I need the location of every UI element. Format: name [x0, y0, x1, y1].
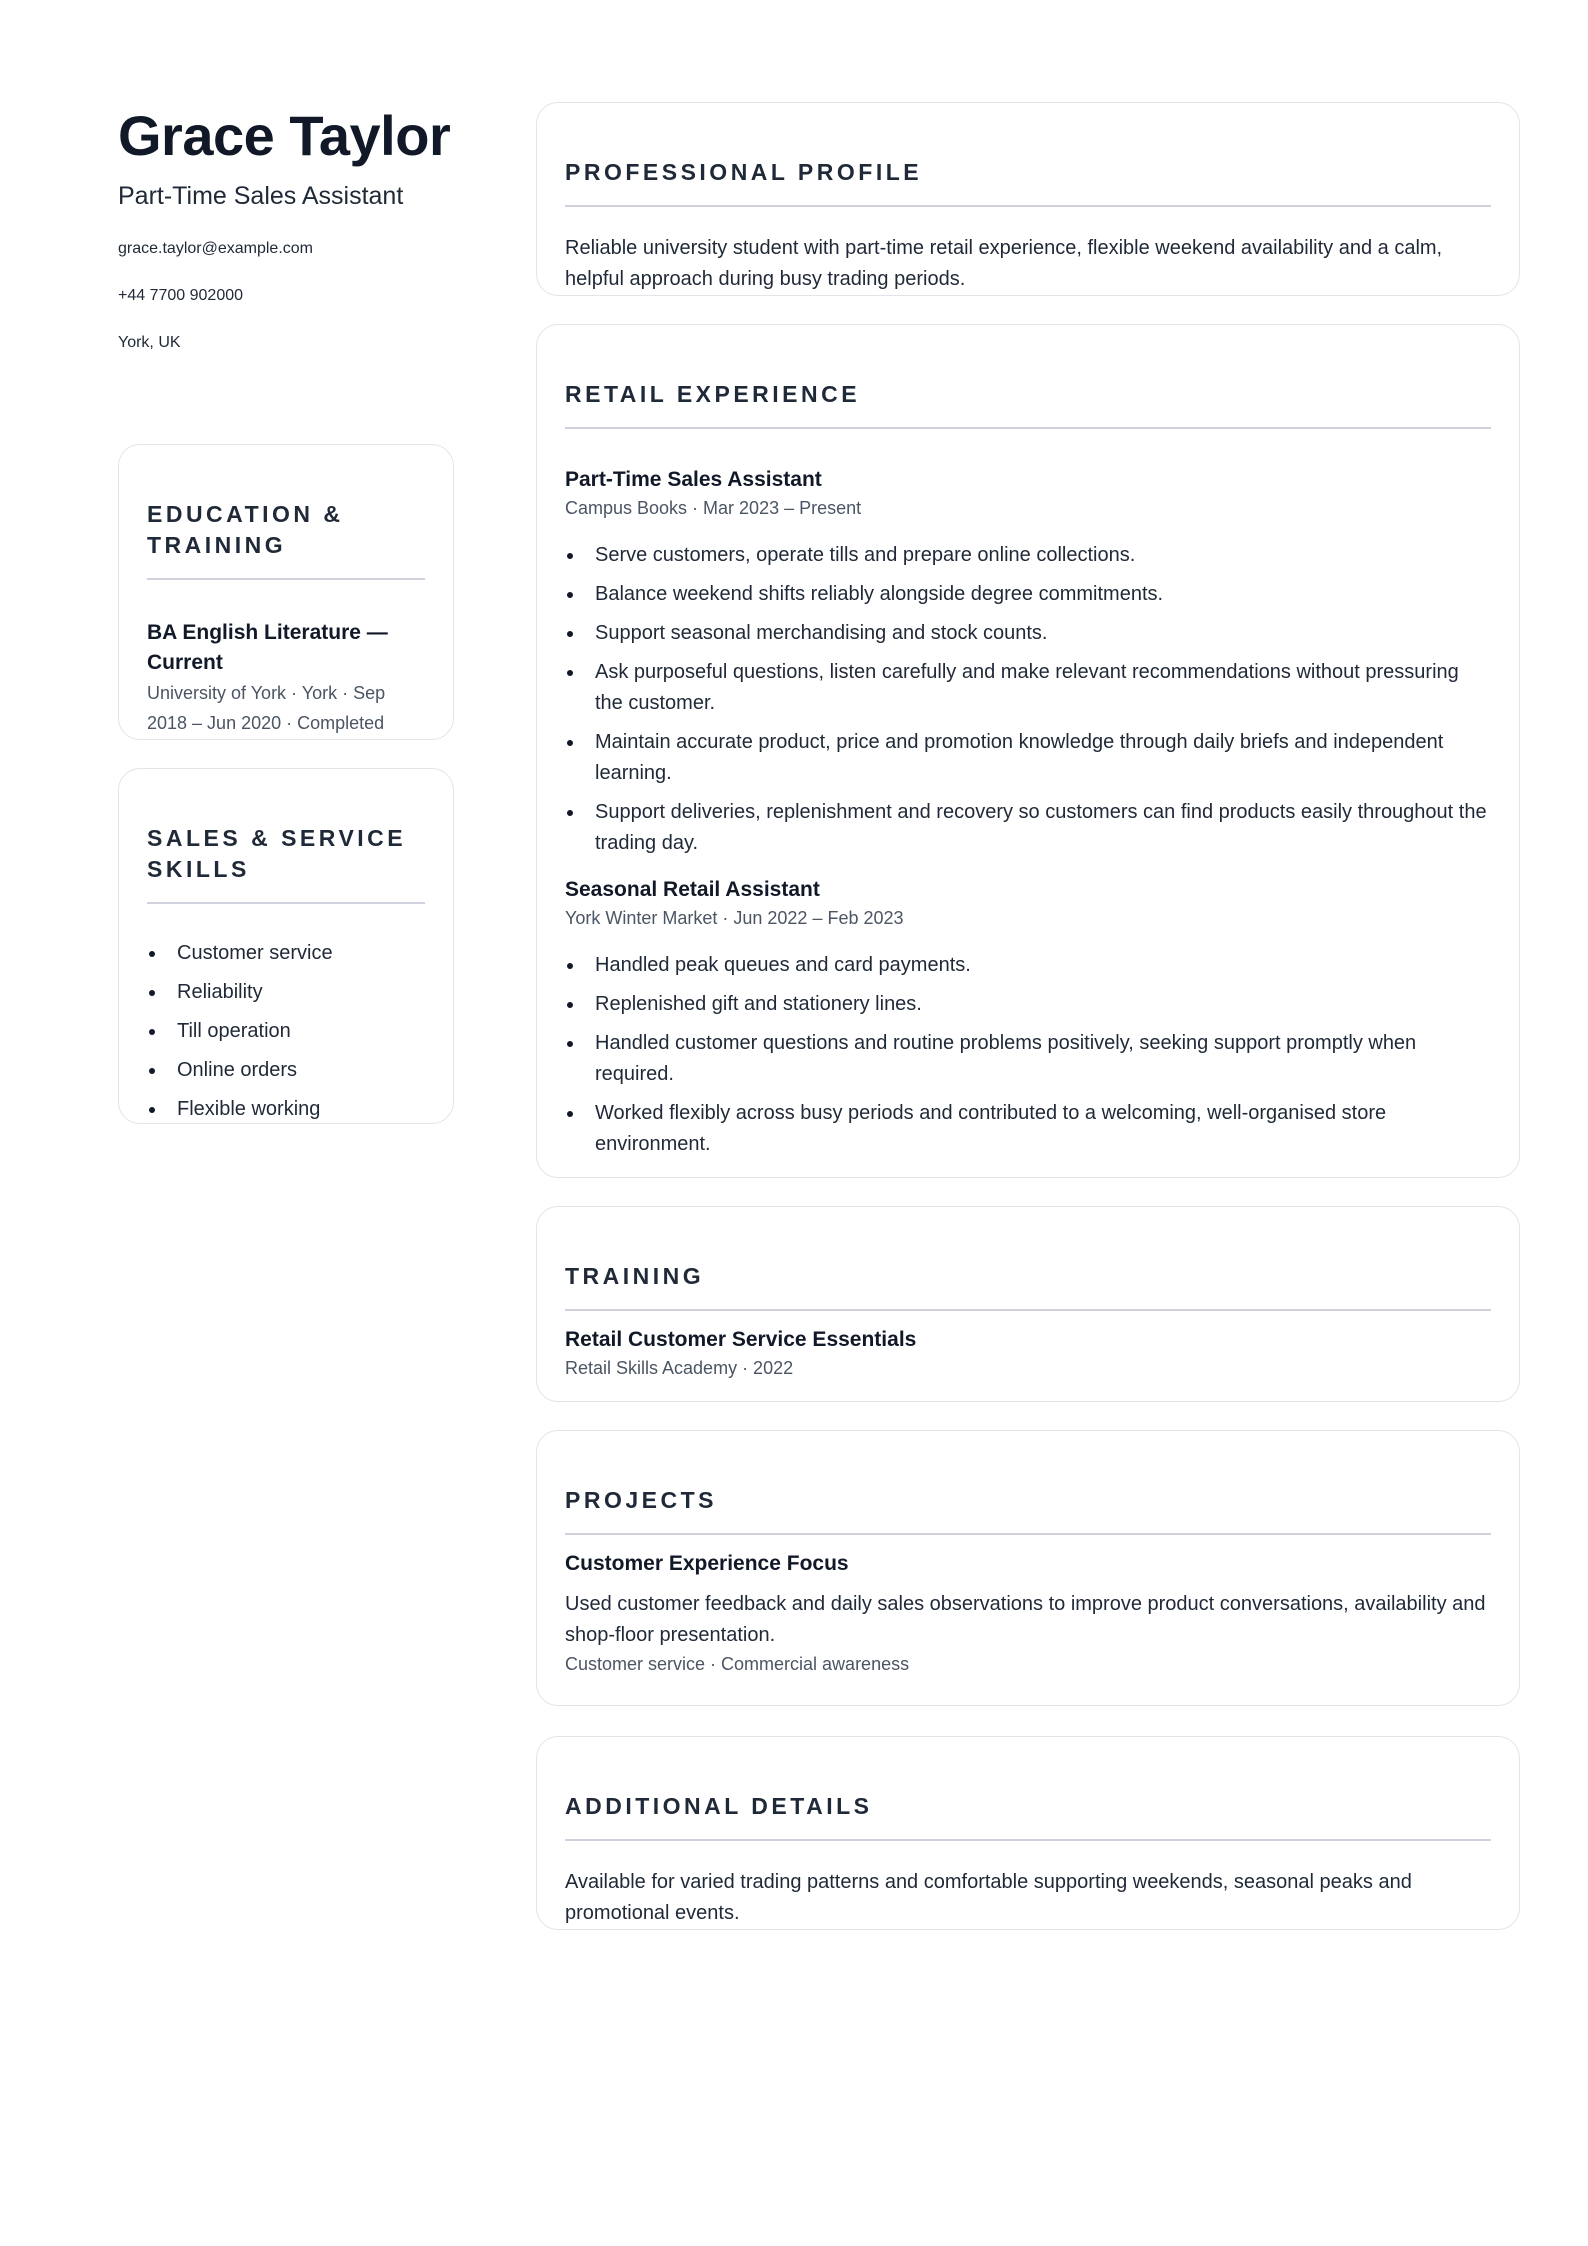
list-item: Maintain accurate product, price and promotion knowledge through daily briefs and independent learning. [565, 727, 1491, 789]
section-divider [565, 205, 1491, 207]
list-item: Serve customers, operate tills and prepare online collections. [565, 540, 1491, 571]
job-bullets [565, 540, 1491, 859]
section-divider [565, 1309, 1491, 1311]
training-meta: Retail Skills Academy · 2022 [565, 1358, 794, 1378]
list-item: Support seasonal merchandising and stock counts. [565, 618, 1491, 649]
list-item: Handled customer questions and routine problems positively, seeking support promptly when required. [565, 1028, 1491, 1090]
section-divider [147, 902, 425, 904]
job-bullets [565, 950, 1491, 1160]
project-title: Customer Experience Focus [565, 1552, 849, 1575]
degree-details: University of York · York · Sep 2018 – Jun 2020 · Completed [147, 683, 386, 733]
list-item: Flexible working [147, 1094, 425, 1125]
job-title: Part-Time Sales Assistant [565, 468, 822, 491]
profile-text: Reliable university student with part-time retail experience, flexible weekend availability and a calm, helpful approach during busy trading periods. [565, 237, 1443, 290]
section-divider [565, 1533, 1491, 1535]
list-item: Till operation [147, 1016, 425, 1047]
project-description: Used customer feedback and daily sales observations to improve product conversations, availability and shop-floor presentation. [565, 1593, 1486, 1646]
job-entry [565, 465, 1491, 859]
candidate-title: Part-Time Sales Assistant [118, 182, 404, 211]
contact-location: York, UK [118, 333, 181, 351]
additional-heading: ADDITIONAL DETAILS [565, 1793, 873, 1819]
additional-card [536, 1736, 1520, 1930]
education-heading: EDUCATION & TRAINING [147, 501, 344, 558]
additional-text: Available for varied trading patterns and comfortable supporting weekends, seasonal peaks and promotional events. [565, 1871, 1412, 1924]
skills-card [118, 768, 454, 1124]
section-divider [565, 427, 1491, 429]
skills-heading: SALES & SERVICE SKILLS [147, 825, 407, 882]
projects-card [536, 1430, 1520, 1706]
list-item: Support deliveries, replenishment and recovery so customers can find products easily throughout the trading day. [565, 797, 1491, 859]
list-item: Handled peak queues and card payments. [565, 950, 1491, 981]
experience-card [536, 324, 1520, 1178]
project-tags: Customer service · Commercial awareness [565, 1654, 910, 1674]
section-divider [565, 1839, 1491, 1841]
job-meta: York Winter Market · Jun 2022 – Feb 2023 [565, 908, 904, 928]
list-item: Replenished gift and stationery lines. [565, 989, 1491, 1020]
profile-card [536, 102, 1520, 296]
job-entry [565, 875, 1491, 1160]
candidate-name: Grace Taylor [118, 104, 451, 167]
list-item: Customer service [147, 938, 425, 969]
list-item: Worked flexibly across busy periods and contributed to a welcoming, well-organised store environment. [565, 1098, 1491, 1160]
job-title: Seasonal Retail Assistant [565, 878, 820, 901]
profile-heading: PROFESSIONAL PROFILE [565, 159, 923, 185]
training-title: Retail Customer Service Essentials [565, 1328, 917, 1351]
degree-title: BA English Literature — Current [147, 621, 388, 674]
job-meta: Campus Books · Mar 2023 – Present [565, 498, 862, 518]
sidebar [118, 104, 454, 380]
experience-heading: RETAIL EXPERIENCE [565, 381, 861, 407]
education-card [118, 444, 454, 740]
list-item: Reliability [147, 977, 425, 1008]
training-card [536, 1206, 1520, 1402]
list-item: Balance weekend shifts reliably alongside degree commitments. [565, 579, 1491, 610]
list-item: Online orders [147, 1055, 425, 1086]
projects-heading: PROJECTS [565, 1487, 717, 1513]
contact-phone[interactable]: +44 7700 902000 [118, 286, 244, 304]
contact-email[interactable]: grace.taylor@example.com [118, 239, 313, 257]
skills-list [147, 938, 425, 1125]
section-divider [147, 578, 425, 580]
training-heading: TRAINING [565, 1263, 705, 1289]
list-item: Ask purposeful questions, listen carefully and make relevant recommendations without pressuring the customer. [565, 657, 1491, 719]
contact-info [118, 239, 454, 353]
